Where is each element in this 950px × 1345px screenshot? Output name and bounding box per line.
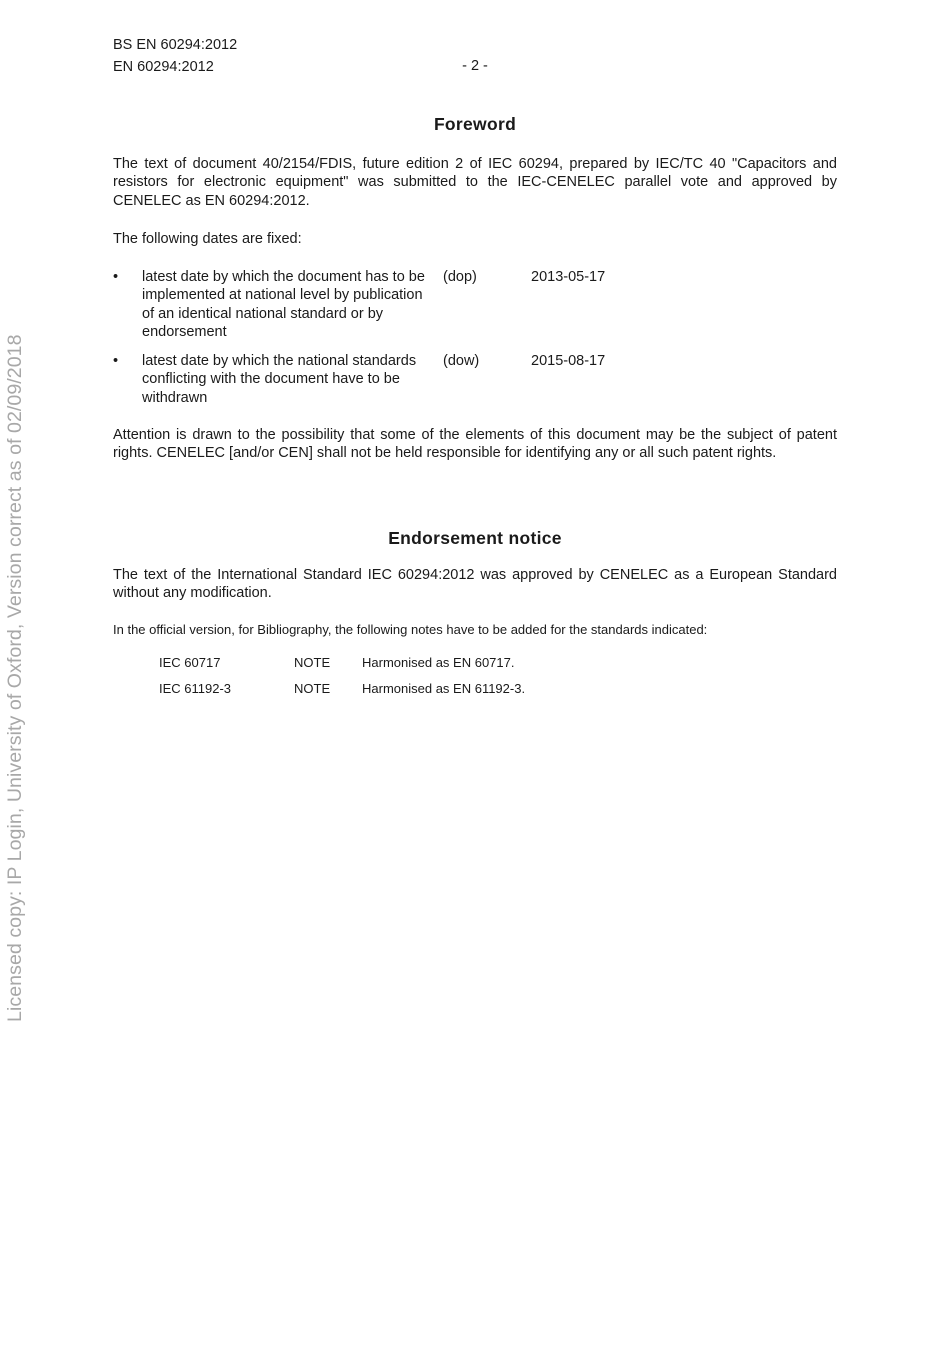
endorsement-text: The text of the International Standard IEC 60294:2012 was approved by CENELEC as a European Standard without any modification. (113, 567, 837, 602)
header-line-2: EN 60294:2012 (113, 59, 214, 75)
bullet-icon: • (113, 353, 119, 369)
page-number: - 2 - (462, 58, 488, 74)
note-label: NOTE (294, 681, 331, 696)
date-item-text: latest date by which the document has to be implemented at national level by publication of an identical national standard or by endorsement (142, 269, 425, 340)
note-text: Harmonised as EN 60717. (362, 655, 515, 670)
note-standard: IEC 60717 (159, 655, 221, 670)
date-item-date: 2015-08-17 (531, 353, 606, 369)
dates-intro: The following dates are fixed: (113, 231, 302, 247)
note-text: Harmonised as EN 61192-3. (362, 681, 526, 696)
date-item-text: latest date by which the national standards conflicting with the document have to be withdrawn (142, 353, 417, 406)
date-item-code: (dow) (443, 353, 480, 369)
bullet-icon: • (113, 269, 119, 285)
license-watermark: Licensed copy: IP Login, University of Oxford, Version correct as of 02/09/2018 (4, 334, 26, 1022)
attention-paragraph: Attention is drawn to the possibility that some of the elements of this document may be the subject of patent rights. CENELEC [and/or CEN] shall not be held responsible for identifying any or all such patent rights. (113, 427, 837, 462)
date-item-date: 2013-05-17 (531, 269, 606, 285)
note-standard: IEC 61192-3 (159, 681, 232, 696)
foreword-intro: The text of document 40/2154/FDIS, future edition 2 of IEC 60294, prepared by IEC/TC 40 "Capacitors and resistors for electronic equipment" was submitted to the IEC-CENELEC parallel vote and approved by CENELEC as EN 60294:2012. (113, 156, 837, 209)
foreword-title: Foreword (433, 114, 517, 134)
date-item-code: (dop) (443, 269, 477, 285)
note-label: NOTE (294, 655, 331, 670)
endorsement-title: Endorsement notice (388, 528, 562, 548)
bibliography-intro: In the official version, for Bibliography, the following notes have to be added for the standards indicated: (113, 622, 708, 637)
header-line-1: BS EN 60294:2012 (113, 37, 238, 53)
